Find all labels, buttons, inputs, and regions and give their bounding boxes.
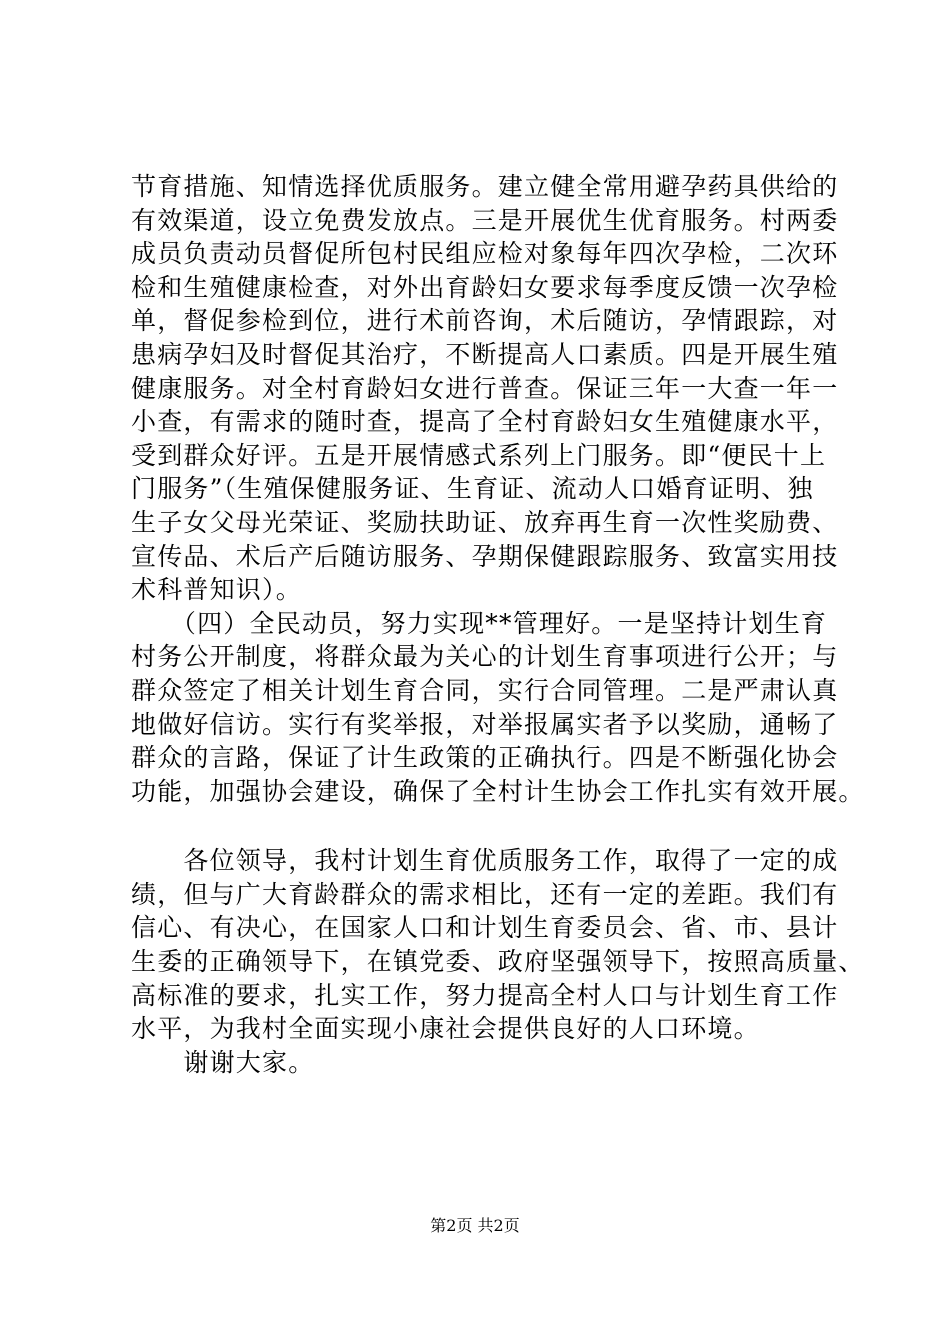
text-line: 谢谢大家。 bbox=[131, 1047, 315, 1077]
text-line: 信心、有决心，在国家人口和计划生育委员会、省、市、县计 bbox=[131, 913, 839, 943]
paragraph-gap bbox=[131, 808, 831, 844]
text-line: 水平，为我村全面实现小康社会提供良好的人口环境。 bbox=[131, 1014, 760, 1044]
text-line: 患病孕妇及时督促其治疗，不断提高人口素质。四是开展生殖 bbox=[131, 339, 839, 369]
text-line: 单，督促参检到位，进行术前咨询，术后随访，孕情跟踪，对 bbox=[131, 306, 839, 336]
text-line: 群众签定了相关计划生育合同，实行合同管理。二是严肃认真 bbox=[131, 675, 839, 705]
text-line: 村务公开制度，将群众最为关心的计划生育事项进行公开；与 bbox=[131, 642, 839, 672]
text-line: 各位领导，我村计划生育优质服务工作，取得了一定的成 bbox=[131, 846, 839, 876]
text-line: 地做好信访。实行有奖举报，对举报属实者予以奖励，通畅了 bbox=[131, 709, 839, 739]
text-line: 小查，有需求的随时查，提高了全村育龄妇女生殖健康水平， bbox=[131, 407, 839, 437]
document-body bbox=[131, 170, 865, 1079]
text-line: 生委的正确领导下，在镇党委、政府坚强领导下，按照高质量、 bbox=[131, 947, 865, 977]
text-line: 绩，但与广大育龄群众的需求相比，还有一定的差距。我们有 bbox=[131, 879, 839, 909]
text-line: 检和生殖健康检查，对外出育龄妇女要求每季度反馈一次孕检 bbox=[131, 272, 839, 302]
text-line: 健康服务。对全村育龄妇女进行普查。保证三年一大查一年一 bbox=[131, 373, 839, 403]
text-line: 宣传品、术后产后随访服务、孕期保健跟踪服务、致富实用技 bbox=[131, 541, 839, 571]
text-line: 受到群众好评。五是开展情感式系列上门服务。即“便民十上 bbox=[131, 440, 827, 470]
paragraph-block-1 bbox=[131, 170, 865, 808]
text-line: 生子女父母光荣证、奖励扶助证、放弃再生育一次性奖励费、 bbox=[131, 507, 839, 537]
page-footer: 第2页 共2页 bbox=[430, 1216, 520, 1235]
text-line: 有效渠道，设立免费发放点。三是开展优生优育服务。村两委 bbox=[131, 205, 839, 235]
text-line: 高标准的要求，扎实工作，努力提高全村人口与计划生育工作 bbox=[131, 980, 839, 1010]
text-line: 成员负责动员督促所包村民组应检对象每年四次孕检，二次环 bbox=[131, 239, 839, 269]
paragraph-block-2 bbox=[131, 844, 865, 1079]
text-line: 门服务”（生殖保健服务证、生育证、流动人口婚育证明、独 bbox=[131, 474, 814, 504]
text-line: 术科普知识）。 bbox=[131, 575, 302, 605]
text-line: 功能，加强协会建设，确保了全村计生协会工作扎实有效开展。 bbox=[131, 776, 865, 806]
text-line: （四）全民动员，努力实现**管理好。一是坚持计划生育 bbox=[131, 608, 828, 638]
text-line: 群众的言路，保证了计生政策的正确执行。四是不断强化协会 bbox=[131, 743, 839, 773]
text-line: 节育措施、知情选择优质服务。建立健全常用避孕药具供给的 bbox=[131, 172, 839, 201]
